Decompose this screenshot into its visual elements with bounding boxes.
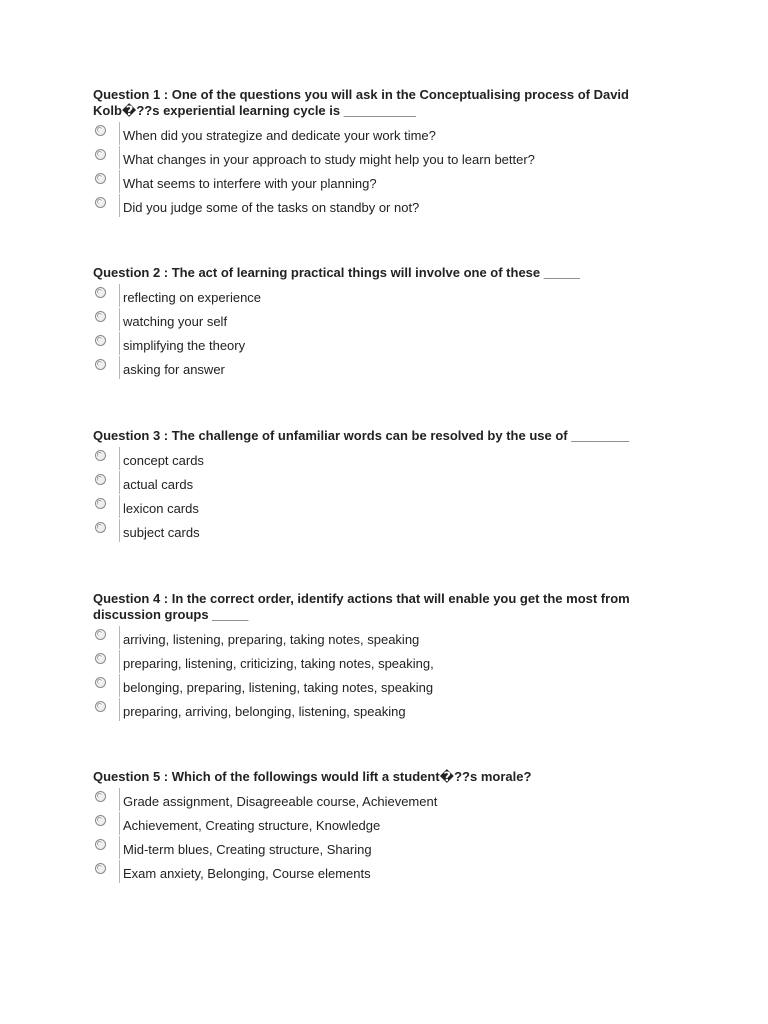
option-label[interactable]: subject cards — [123, 525, 200, 540]
option-divider — [119, 788, 120, 811]
radio-button-icon[interactable] — [95, 149, 106, 160]
radio-button-icon[interactable] — [95, 359, 106, 370]
option-label[interactable]: lexicon cards — [123, 501, 199, 516]
option-label[interactable]: Exam anxiety, Belonging, Course elements — [123, 866, 371, 881]
option-divider — [119, 146, 120, 169]
option-label[interactable]: Mid-term blues, Creating structure, Sharing — [123, 842, 372, 857]
radio-button-icon[interactable] — [95, 450, 106, 461]
option-divider — [119, 122, 120, 145]
option-label[interactable]: simplifying the theory — [123, 338, 246, 353]
radio-button-icon[interactable] — [95, 498, 106, 509]
option-divider — [119, 519, 120, 542]
question-3-title: Question 3 : The challenge of unfamiliar words can be resolved by the use of ________ — [93, 428, 630, 443]
radio-button-icon[interactable] — [95, 815, 106, 826]
question-4-option-3[interactable] — [93, 677, 663, 701]
option-label[interactable]: asking for answer — [123, 362, 225, 377]
option-divider — [119, 194, 120, 217]
question-2-title: Question 2 : The act of learning practical things will involve one of these _____ — [93, 265, 580, 280]
option-divider — [119, 447, 120, 470]
option-label[interactable]: watching your self — [123, 314, 228, 329]
option-divider — [119, 650, 120, 673]
radio-button-icon[interactable] — [95, 335, 106, 346]
option-label[interactable]: When did you strategize and dedicate your work time? — [123, 128, 436, 143]
question-5-option-3[interactable] — [93, 839, 663, 863]
question-1-title: Question 1 : One of the questions you will ask in the Conceptualising process of David Kolb�??s experiential learning cycle is __________ — [93, 87, 629, 118]
radio-button-icon[interactable] — [95, 125, 106, 136]
option-label[interactable]: concept cards — [123, 453, 204, 468]
question-2-option-3[interactable] — [93, 335, 663, 359]
radio-button-icon[interactable] — [95, 653, 106, 664]
option-label[interactable]: reflecting on experience — [123, 290, 262, 305]
option-divider — [119, 812, 120, 835]
question-3-option-2[interactable] — [93, 474, 663, 498]
question-3-option-4[interactable] — [93, 522, 663, 546]
question-4 — [93, 591, 663, 725]
option-divider — [119, 836, 120, 859]
question-2-option-4[interactable] — [93, 359, 663, 383]
radio-button-icon[interactable] — [95, 173, 106, 184]
radio-button-icon[interactable] — [95, 863, 106, 874]
question-4-option-2[interactable] — [93, 653, 663, 677]
option-label[interactable]: Grade assignment, Disagreeable course, Achievement — [123, 794, 438, 809]
option-label[interactable]: actual cards — [123, 477, 194, 492]
radio-button-icon[interactable] — [95, 522, 106, 533]
question-1-option-2[interactable] — [93, 149, 663, 173]
question-1-option-4[interactable] — [93, 197, 663, 221]
option-divider — [119, 308, 120, 331]
question-5-title: Question 5 : Which of the followings would lift a student�??s morale? — [93, 769, 532, 784]
question-1-option-3[interactable] — [93, 173, 663, 197]
option-label[interactable]: Achievement, Creating structure, Knowledge — [123, 818, 381, 833]
question-1 — [93, 87, 663, 221]
option-label[interactable]: preparing, listening, criticizing, taking notes, speaking, — [123, 656, 434, 671]
option-divider — [119, 170, 120, 193]
question-2-option-2[interactable] — [93, 311, 663, 335]
question-1-option-1[interactable] — [93, 125, 663, 149]
radio-button-icon[interactable] — [95, 677, 106, 688]
question-4-title: Question 4 : In the correct order, identify actions that will enable you get the most from discussion groups _____ — [93, 591, 630, 622]
option-divider — [119, 495, 120, 518]
option-divider — [119, 674, 120, 697]
question-4-option-4[interactable] — [93, 701, 663, 725]
radio-button-icon[interactable] — [95, 311, 106, 322]
question-3 — [93, 428, 663, 546]
radio-button-icon[interactable] — [95, 474, 106, 485]
option-label[interactable]: What changes in your approach to study might help you to learn better? — [123, 152, 535, 167]
option-divider — [119, 860, 120, 883]
question-3-option-1[interactable] — [93, 450, 663, 474]
question-4-option-1[interactable] — [93, 629, 663, 653]
option-divider — [119, 332, 120, 355]
radio-button-icon[interactable] — [95, 197, 106, 208]
radio-button-icon[interactable] — [95, 839, 106, 850]
question-2 — [93, 265, 663, 383]
option-label[interactable]: Did you judge some of the tasks on standby or not? — [123, 200, 420, 215]
radio-button-icon[interactable] — [95, 287, 106, 298]
question-5-option-4[interactable] — [93, 863, 663, 887]
option-label[interactable]: belonging, preparing, listening, taking notes, speaking — [123, 680, 434, 695]
option-divider — [119, 698, 120, 721]
radio-button-icon[interactable] — [95, 701, 106, 712]
radio-button-icon[interactable] — [95, 629, 106, 640]
question-5-option-2[interactable] — [93, 815, 663, 839]
question-2-option-1[interactable] — [93, 287, 663, 311]
question-5 — [93, 769, 663, 887]
option-divider — [119, 356, 120, 379]
option-divider — [119, 284, 120, 307]
question-5-option-1[interactable] — [93, 791, 663, 815]
option-label[interactable]: arriving, listening, preparing, taking notes, speaking — [123, 632, 420, 647]
option-divider — [119, 471, 120, 494]
question-3-option-3[interactable] — [93, 498, 663, 522]
option-divider — [119, 626, 120, 649]
radio-button-icon[interactable] — [95, 791, 106, 802]
option-label[interactable]: What seems to interfere with your planning? — [123, 176, 377, 191]
option-label[interactable]: preparing, arriving, belonging, listening, speaking — [123, 704, 406, 719]
